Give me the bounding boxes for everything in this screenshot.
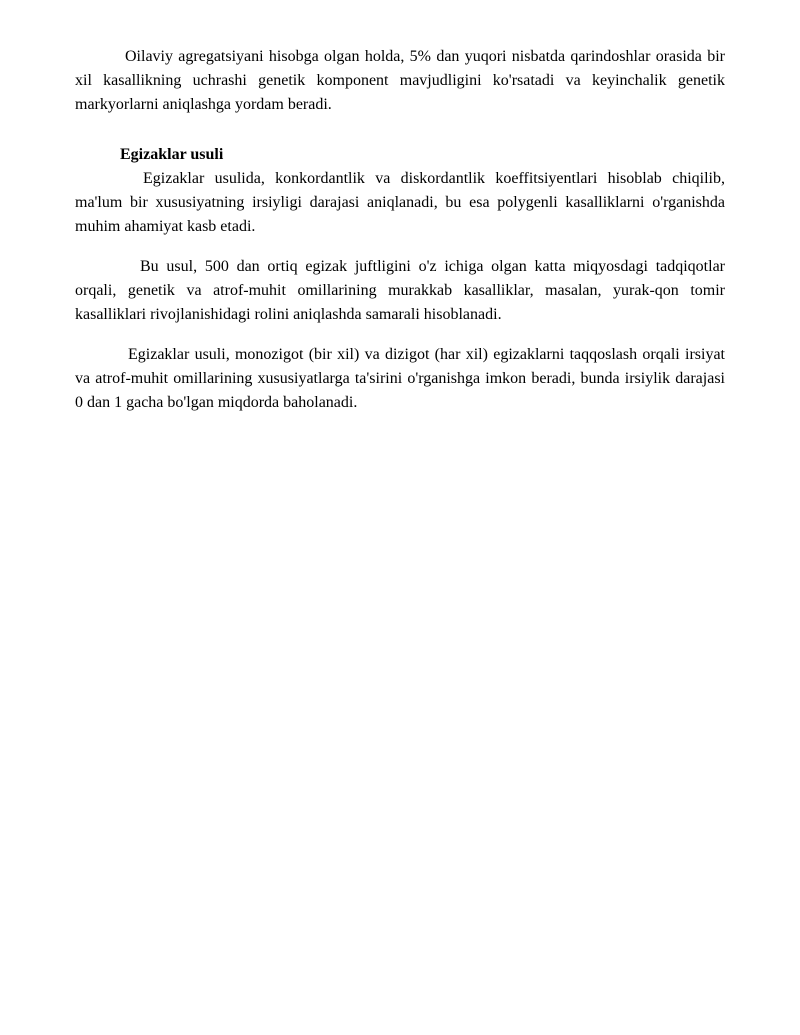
document-body [75,45,725,415]
paragraph-family-aggregation: Oilaviy agregatsiyani hisobga olgan holda, 5% dan yuqori nisbatda qarindoshlar orasida bir xil kasallikning uchrashi genetik komponent mavjudligini ko'rsatadi va keyinchalik genetik markyorlarni aniqlashga yordam beradi. [75,48,725,113]
paragraph-large-scale-studies: Bu usul, 500 dan ortiq egizak juftligini o'z ichiga olgan katta miqyosdagi tadqiqotlar orqali, genetik va atrof-muhit omillarining murakkab kasalliklar, masalan, yurak-qon tomir kasalliklari rivojlanishidagi rolini aniqlashda samarali hisoblanadi. [75,258,725,323]
paragraph-concordance: Egizaklar usulida, konkordantlik va diskordantlik koeffitsiyentlari hisoblab chiqilib, ma'lum bir xususiyatning irsiyligi darajasi aniqlanadi, bu esa polygenli kasalliklarni o'rganishda muhim ahamiyat kasb etadi. [75,170,725,235]
section-heading-twin-method: Egizaklar usuli [120,146,224,163]
paragraph-twin-comparison: Egizaklar usuli, monozigot (bir xil) va dizigot (har xil) egizaklarni taqqoslash orqali irsiyat va atrof-muhit omillarining xususiyatlarga ta'sirini o'rganishga imkon beradi, bunda irsiylik darajasi 0 dan 1 gacha bo'lgan miqdorda baholanadi. [75,346,725,411]
